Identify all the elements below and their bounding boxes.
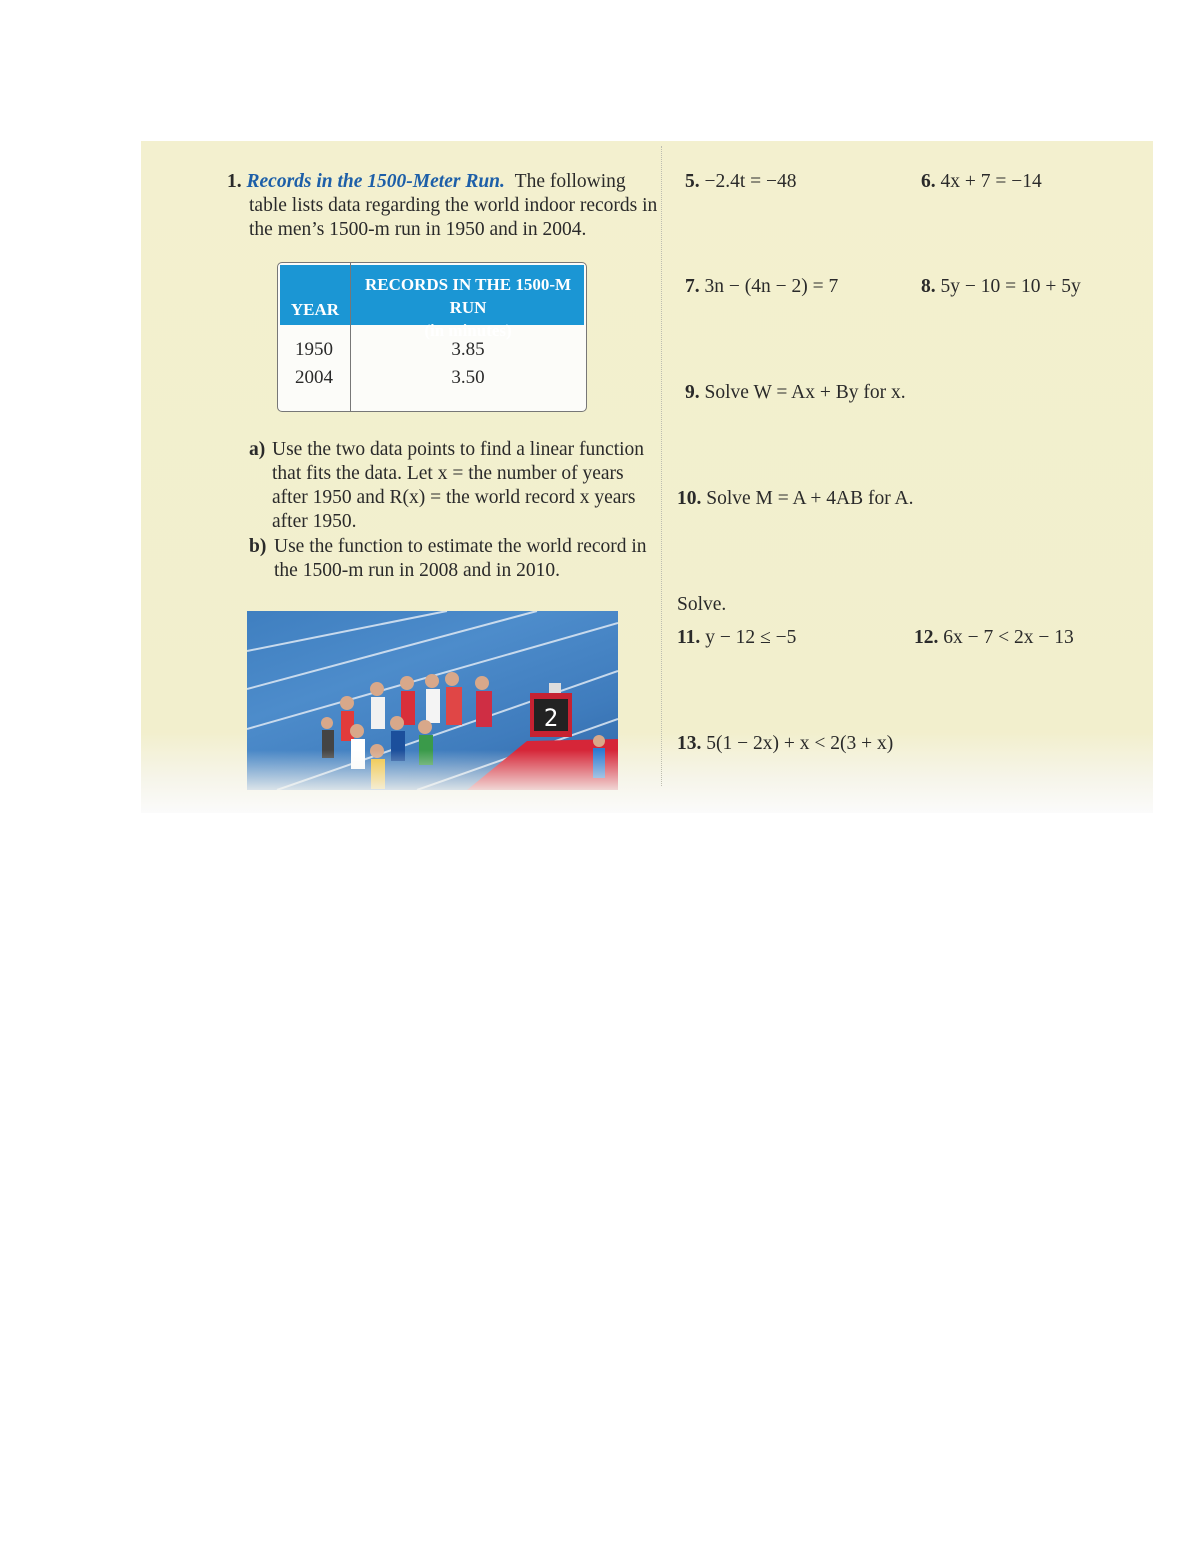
exercise-number: 12. [914, 627, 939, 648]
scoreboard-digit: 2 [543, 704, 559, 732]
exercise-expression: −2.4t = −48 [704, 171, 797, 192]
part-a-label: a) [249, 439, 266, 460]
exercise-9 [685, 381, 906, 406]
part-a-line1: Use the two data points to find a linear function [272, 439, 645, 460]
solve-heading: Solve. [677, 594, 727, 615]
problem-1-heading [227, 170, 626, 195]
table-cell-year: 1950 [295, 339, 333, 360]
exercise-8 [921, 275, 1081, 300]
table-header [280, 265, 584, 340]
exercise-12 [914, 626, 1074, 651]
header-records [352, 273, 584, 342]
table-cell-record: 3.50 [451, 367, 485, 388]
exercise-5 [685, 170, 797, 195]
exercise-11 [677, 626, 796, 651]
header-records-line2: (in minutes) [424, 321, 512, 340]
exercise-expression: 5y − 10 = 10 + 5y [940, 276, 1081, 297]
exercise-7 [685, 275, 838, 300]
problem-number: 1. [227, 171, 242, 192]
header-year: YEAR [290, 300, 340, 319]
exercise-number: 7. [685, 276, 700, 297]
problem-intro-line2: table lists data regarding the world indoor records in [249, 195, 658, 216]
exercise-expression: 4x + 7 = −14 [940, 171, 1042, 192]
exercise-number: 6. [921, 171, 936, 192]
header-records-line1: RECORDS IN THE 1500-M RUN [364, 275, 572, 317]
records-table [277, 262, 587, 412]
exercise-number: 13. [677, 733, 702, 754]
exercise-expression: Solve W = Ax + By for x. [704, 382, 906, 403]
problem-title: Records in the 1500-Meter Run. [246, 171, 505, 192]
exercise-expression: 3n − (4n − 2) = 7 [704, 276, 839, 297]
exercise-6 [921, 170, 1042, 195]
exercise-number: 10. [677, 488, 702, 509]
problem-intro-line1: The following [514, 171, 626, 192]
part-a-line3: after 1950 and R(x) = the world record x years [272, 487, 636, 508]
photo-fade [247, 750, 618, 790]
column-divider [661, 146, 662, 786]
part-a-line4: after 1950. [272, 511, 357, 532]
exercise-10 [677, 487, 914, 512]
exercise-number: 5. [685, 171, 700, 192]
table-cell-year: 2004 [295, 367, 333, 388]
exercise-expression: 5(1 − 2x) + x < 2(3 + x) [706, 733, 894, 754]
exercise-expression: Solve M = A + 4AB for A. [706, 488, 914, 509]
column-separator [350, 263, 351, 411]
part-b-line1: Use the function to estimate the world record in [274, 536, 647, 557]
exercise-expression: y − 12 ≤ −5 [705, 627, 797, 648]
runners-photo [247, 611, 618, 790]
exercise-number: 8. [921, 276, 936, 297]
table-cell-record: 3.85 [451, 339, 485, 360]
part-b-label: b) [249, 536, 267, 557]
exercise-number: 9. [685, 382, 700, 403]
part-b-line2: the 1500-m run in 2008 and in 2010. [274, 560, 560, 581]
exercise-expression: 6x − 7 < 2x − 13 [943, 627, 1074, 648]
problem-intro-line3: the men’s 1500-m run in 1950 and in 2004. [249, 219, 587, 240]
exercise-number: 11. [677, 627, 701, 648]
part-a-line2: that fits the data. Let x = the number of years [272, 463, 624, 484]
exercise-13 [677, 732, 893, 757]
